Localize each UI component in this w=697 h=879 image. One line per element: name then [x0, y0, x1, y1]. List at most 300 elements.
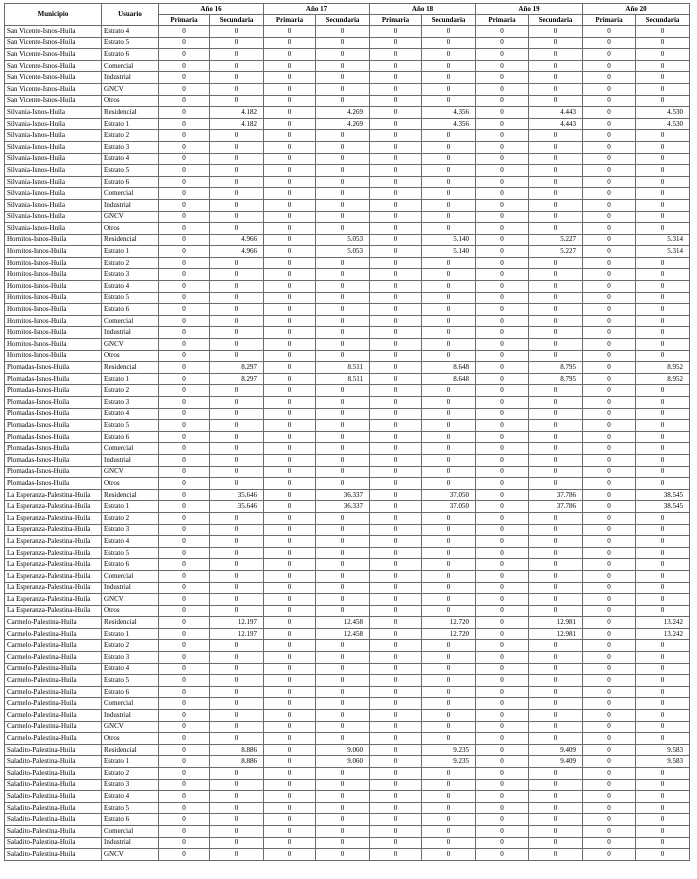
- primaria-18-cell: 0: [370, 130, 422, 142]
- primaria-18-cell: 0: [370, 141, 422, 153]
- primaria-19-cell: 0: [476, 756, 529, 768]
- header-secundaria: Secundaria: [422, 15, 476, 26]
- secundaria-17-cell: 0: [316, 802, 370, 814]
- municipio-cell: Plomadas-Isnos-Huila: [5, 362, 102, 374]
- primaria-17-cell: 0: [264, 489, 316, 501]
- secundaria-18-cell: 0: [422, 837, 476, 849]
- primaria-19-cell: 0: [476, 443, 529, 455]
- primaria-18-cell: 0: [370, 698, 422, 710]
- primaria-19-cell: 0: [476, 107, 529, 119]
- primaria-17-cell: 0: [264, 443, 316, 455]
- primaria-17-cell: 0: [264, 825, 316, 837]
- primaria-17-cell: 0: [264, 315, 316, 327]
- secundaria-16-cell: 0: [210, 582, 264, 594]
- primaria-16-cell: 0: [159, 269, 210, 281]
- primaria-19-cell: 0: [476, 72, 529, 84]
- primaria-16-cell: 0: [159, 837, 210, 849]
- table-row: [5, 594, 690, 606]
- secundaria-20-cell: 0: [636, 49, 690, 61]
- secundaria-17-cell: 4.269: [316, 107, 370, 119]
- secundaria-17-cell: 0: [316, 512, 370, 524]
- secundaria-16-cell: 0: [210, 37, 264, 49]
- table-row: [5, 547, 690, 559]
- municipio-cell: Saladito-Palestina-Huila: [5, 768, 102, 780]
- table-row: [5, 443, 690, 455]
- secundaria-16-cell: 0: [210, 304, 264, 316]
- secundaria-18-cell: 0: [422, 315, 476, 327]
- primaria-16-cell: 0: [159, 165, 210, 177]
- secundaria-16-cell: 0: [210, 165, 264, 177]
- secundaria-20-cell: 0: [636, 339, 690, 351]
- secundaria-17-cell: 8.511: [316, 373, 370, 385]
- secundaria-20-cell: 0: [636, 72, 690, 84]
- secundaria-17-cell: 5.053: [316, 246, 370, 258]
- usuario-cell: Industrial: [102, 454, 159, 466]
- secundaria-16-cell: 0: [210, 594, 264, 606]
- secundaria-19-cell: 0: [529, 802, 583, 814]
- secundaria-19-cell: 0: [529, 37, 583, 49]
- table-row: [5, 570, 690, 582]
- secundaria-19-cell: 0: [529, 640, 583, 652]
- primaria-17-cell: 0: [264, 234, 316, 246]
- secundaria-16-cell: 0: [210, 536, 264, 548]
- table-row: [5, 501, 690, 513]
- usuario-cell: Estrato 1: [102, 246, 159, 258]
- primaria-20-cell: 0: [583, 281, 636, 293]
- secundaria-20-cell: 0: [636, 176, 690, 188]
- primaria-20-cell: 0: [583, 304, 636, 316]
- primaria-19-cell: 0: [476, 675, 529, 687]
- usuario-cell: Residencial: [102, 744, 159, 756]
- secundaria-20-cell: 0: [636, 408, 690, 420]
- table-row: [5, 176, 690, 188]
- usuario-cell: Industrial: [102, 327, 159, 339]
- primaria-20-cell: 0: [583, 478, 636, 490]
- secundaria-17-cell: 0: [316, 153, 370, 165]
- secundaria-16-cell: 0: [210, 408, 264, 420]
- table-row: [5, 327, 690, 339]
- primaria-17-cell: 0: [264, 744, 316, 756]
- secundaria-19-cell: 5.227: [529, 234, 583, 246]
- primaria-19-cell: 0: [476, 698, 529, 710]
- secundaria-17-cell: 0: [316, 26, 370, 38]
- primaria-19-cell: 0: [476, 304, 529, 316]
- primaria-16-cell: 0: [159, 744, 210, 756]
- secundaria-18-cell: 0: [422, 663, 476, 675]
- secundaria-17-cell: 0: [316, 443, 370, 455]
- primaria-17-cell: 0: [264, 710, 316, 722]
- secundaria-20-cell: 0: [636, 570, 690, 582]
- secundaria-17-cell: 0: [316, 223, 370, 235]
- primaria-16-cell: 0: [159, 26, 210, 38]
- secundaria-20-cell: 0: [636, 582, 690, 594]
- primaria-18-cell: 0: [370, 779, 422, 791]
- secundaria-18-cell: 0: [422, 153, 476, 165]
- primaria-16-cell: 0: [159, 617, 210, 629]
- primaria-19-cell: 0: [476, 60, 529, 72]
- municipio-cell: Hornitos-Isnos-Huila: [5, 269, 102, 281]
- primaria-16-cell: 0: [159, 350, 210, 362]
- header-usuario: Usuario: [102, 4, 159, 26]
- primaria-19-cell: 0: [476, 605, 529, 617]
- primaria-16-cell: 0: [159, 223, 210, 235]
- usuario-cell: Estrato 2: [102, 640, 159, 652]
- primaria-18-cell: 0: [370, 559, 422, 571]
- secundaria-18-cell: 0: [422, 95, 476, 107]
- secundaria-19-cell: 0: [529, 188, 583, 200]
- header-primaria: Primaria: [264, 15, 316, 26]
- usuario-cell: GNCV: [102, 83, 159, 95]
- municipio-cell: Silvania-Isnos-Huila: [5, 199, 102, 211]
- municipio-cell: La Esperanza-Palestina-Huila: [5, 582, 102, 594]
- secundaria-20-cell: 0: [636, 849, 690, 861]
- primaria-20-cell: 0: [583, 211, 636, 223]
- primaria-17-cell: 0: [264, 37, 316, 49]
- secundaria-17-cell: 0: [316, 675, 370, 687]
- secundaria-20-cell: 0: [636, 594, 690, 606]
- primaria-20-cell: 0: [583, 60, 636, 72]
- primaria-18-cell: 0: [370, 373, 422, 385]
- secundaria-17-cell: 0: [316, 524, 370, 536]
- municipio-cell: Silvania-Isnos-Huila: [5, 130, 102, 142]
- usuario-cell: Estrato 1: [102, 756, 159, 768]
- usuario-cell: Comercial: [102, 825, 159, 837]
- secundaria-19-cell: 0: [529, 431, 583, 443]
- secundaria-19-cell: 37.786: [529, 501, 583, 513]
- usuario-cell: GNCV: [102, 849, 159, 861]
- primaria-19-cell: 0: [476, 315, 529, 327]
- secundaria-16-cell: 35.646: [210, 489, 264, 501]
- municipio-cell: Plomadas-Isnos-Huila: [5, 478, 102, 490]
- primaria-19-cell: 0: [476, 83, 529, 95]
- primaria-16-cell: 0: [159, 768, 210, 780]
- primaria-20-cell: 0: [583, 663, 636, 675]
- secundaria-19-cell: 0: [529, 686, 583, 698]
- primaria-20-cell: 0: [583, 443, 636, 455]
- header-secundaria: Secundaria: [636, 15, 690, 26]
- secundaria-18-cell: 0: [422, 454, 476, 466]
- primaria-18-cell: 0: [370, 292, 422, 304]
- secundaria-20-cell: 5.314: [636, 234, 690, 246]
- primaria-18-cell: 0: [370, 594, 422, 606]
- primaria-16-cell: 0: [159, 536, 210, 548]
- secundaria-20-cell: 0: [636, 454, 690, 466]
- usuario-cell: Estrato 3: [102, 141, 159, 153]
- primaria-16-cell: 0: [159, 605, 210, 617]
- primaria-16-cell: 0: [159, 594, 210, 606]
- table-row: [5, 292, 690, 304]
- secundaria-17-cell: 0: [316, 292, 370, 304]
- primaria-16-cell: 0: [159, 153, 210, 165]
- primaria-20-cell: 0: [583, 559, 636, 571]
- municipio-cell: Silvania-Isnos-Huila: [5, 107, 102, 119]
- primaria-16-cell: 0: [159, 478, 210, 490]
- municipio-cell: La Esperanza-Palestina-Huila: [5, 512, 102, 524]
- secundaria-16-cell: 0: [210, 26, 264, 38]
- usuario-cell: Residencial: [102, 617, 159, 629]
- primaria-19-cell: 0: [476, 165, 529, 177]
- primaria-20-cell: 0: [583, 825, 636, 837]
- usuario-cell: Comercial: [102, 188, 159, 200]
- secundaria-17-cell: 0: [316, 72, 370, 84]
- secundaria-16-cell: 0: [210, 211, 264, 223]
- secundaria-20-cell: 0: [636, 165, 690, 177]
- secundaria-16-cell: 0: [210, 95, 264, 107]
- primaria-17-cell: 0: [264, 582, 316, 594]
- primaria-16-cell: 0: [159, 408, 210, 420]
- table-row: [5, 791, 690, 803]
- primaria-17-cell: 0: [264, 130, 316, 142]
- primaria-16-cell: 0: [159, 211, 210, 223]
- primaria-16-cell: 0: [159, 570, 210, 582]
- primaria-17-cell: 0: [264, 176, 316, 188]
- secundaria-18-cell: 0: [422, 165, 476, 177]
- usuario-cell: GNCV: [102, 721, 159, 733]
- primaria-16-cell: 0: [159, 176, 210, 188]
- primaria-17-cell: 0: [264, 362, 316, 374]
- primaria-18-cell: 0: [370, 710, 422, 722]
- primaria-18-cell: 0: [370, 744, 422, 756]
- secundaria-19-cell: 0: [529, 512, 583, 524]
- primaria-17-cell: 0: [264, 663, 316, 675]
- municipio-cell: Saladito-Palestina-Huila: [5, 837, 102, 849]
- usuario-cell: Estrato 6: [102, 176, 159, 188]
- primaria-18-cell: 0: [370, 536, 422, 548]
- primaria-17-cell: 0: [264, 814, 316, 826]
- table-row: [5, 107, 690, 119]
- table-row: [5, 315, 690, 327]
- secundaria-17-cell: 0: [316, 315, 370, 327]
- usuario-cell: Estrato 3: [102, 652, 159, 664]
- table-row: [5, 408, 690, 420]
- usuario-cell: Industrial: [102, 710, 159, 722]
- primaria-16-cell: 0: [159, 582, 210, 594]
- secundaria-20-cell: 0: [636, 779, 690, 791]
- primaria-19-cell: 0: [476, 466, 529, 478]
- table-row: [5, 72, 690, 84]
- secundaria-16-cell: 0: [210, 420, 264, 432]
- primaria-16-cell: 0: [159, 339, 210, 351]
- primaria-16-cell: 0: [159, 756, 210, 768]
- primaria-19-cell: 0: [476, 292, 529, 304]
- secundaria-20-cell: 0: [636, 188, 690, 200]
- primaria-18-cell: 0: [370, 443, 422, 455]
- secundaria-18-cell: 0: [422, 675, 476, 687]
- municipio-cell: La Esperanza-Palestina-Huila: [5, 605, 102, 617]
- table-row: [5, 663, 690, 675]
- secundaria-20-cell: 0: [636, 721, 690, 733]
- secundaria-16-cell: 0: [210, 605, 264, 617]
- primaria-19-cell: 0: [476, 570, 529, 582]
- secundaria-20-cell: 0: [636, 431, 690, 443]
- municipio-cell: La Esperanza-Palestina-Huila: [5, 594, 102, 606]
- secundaria-18-cell: 0: [422, 304, 476, 316]
- primaria-18-cell: 0: [370, 304, 422, 316]
- secundaria-18-cell: 0: [422, 130, 476, 142]
- primaria-20-cell: 0: [583, 536, 636, 548]
- primaria-16-cell: 0: [159, 698, 210, 710]
- primaria-18-cell: 0: [370, 234, 422, 246]
- primaria-16-cell: 0: [159, 443, 210, 455]
- secundaria-18-cell: 0: [422, 478, 476, 490]
- secundaria-18-cell: 0: [422, 779, 476, 791]
- usuario-cell: Estrato 5: [102, 420, 159, 432]
- secundaria-16-cell: 0: [210, 385, 264, 397]
- secundaria-16-cell: 0: [210, 454, 264, 466]
- primaria-20-cell: 0: [583, 37, 636, 49]
- usuario-cell: Estrato 3: [102, 524, 159, 536]
- primaria-17-cell: 0: [264, 269, 316, 281]
- primaria-20-cell: 0: [583, 547, 636, 559]
- secundaria-17-cell: 0: [316, 686, 370, 698]
- municipio-cell: Silvania-Isnos-Huila: [5, 165, 102, 177]
- primaria-16-cell: 0: [159, 431, 210, 443]
- usuario-cell: Estrato 4: [102, 408, 159, 420]
- usuario-cell: Estrato 5: [102, 292, 159, 304]
- usuario-cell: Estrato 1: [102, 373, 159, 385]
- secundaria-20-cell: 0: [636, 350, 690, 362]
- primaria-20-cell: 0: [583, 466, 636, 478]
- usuario-cell: Estrato 6: [102, 559, 159, 571]
- secundaria-18-cell: 0: [422, 524, 476, 536]
- secundaria-17-cell: 0: [316, 281, 370, 293]
- header-year-18: Año 18: [370, 4, 476, 15]
- secundaria-16-cell: 0: [210, 199, 264, 211]
- secundaria-18-cell: 0: [422, 431, 476, 443]
- primaria-20-cell: 0: [583, 814, 636, 826]
- usuario-cell: Estrato 1: [102, 628, 159, 640]
- primaria-17-cell: 0: [264, 791, 316, 803]
- primaria-19-cell: 0: [476, 524, 529, 536]
- primaria-18-cell: 0: [370, 118, 422, 130]
- primaria-19-cell: 0: [476, 327, 529, 339]
- secundaria-19-cell: 0: [529, 339, 583, 351]
- secundaria-16-cell: 4.182: [210, 107, 264, 119]
- primaria-16-cell: 0: [159, 362, 210, 374]
- table-row: [5, 768, 690, 780]
- primaria-18-cell: 0: [370, 802, 422, 814]
- table-row: [5, 95, 690, 107]
- primaria-17-cell: 0: [264, 594, 316, 606]
- secundaria-19-cell: 0: [529, 536, 583, 548]
- primaria-17-cell: 0: [264, 165, 316, 177]
- primaria-19-cell: 0: [476, 710, 529, 722]
- primaria-17-cell: 0: [264, 246, 316, 258]
- primaria-16-cell: 0: [159, 640, 210, 652]
- secundaria-17-cell: 4.269: [316, 118, 370, 130]
- secundaria-20-cell: 0: [636, 211, 690, 223]
- primaria-20-cell: 0: [583, 594, 636, 606]
- primaria-17-cell: 0: [264, 501, 316, 513]
- secundaria-19-cell: 0: [529, 397, 583, 409]
- secundaria-20-cell: 0: [636, 315, 690, 327]
- usuario-cell: Comercial: [102, 315, 159, 327]
- secundaria-20-cell: 38.545: [636, 489, 690, 501]
- municipio-cell: Saladito-Palestina-Huila: [5, 791, 102, 803]
- primaria-17-cell: 0: [264, 779, 316, 791]
- secundaria-16-cell: 0: [210, 837, 264, 849]
- primaria-16-cell: 0: [159, 420, 210, 432]
- secundaria-19-cell: 37.786: [529, 489, 583, 501]
- primaria-20-cell: 0: [583, 779, 636, 791]
- secundaria-18-cell: 0: [422, 397, 476, 409]
- primaria-18-cell: 0: [370, 489, 422, 501]
- secundaria-19-cell: 8.795: [529, 373, 583, 385]
- secundaria-18-cell: 0: [422, 825, 476, 837]
- usuario-cell: Estrato 2: [102, 130, 159, 142]
- primaria-19-cell: 0: [476, 594, 529, 606]
- primaria-19-cell: 0: [476, 246, 529, 258]
- primaria-18-cell: 0: [370, 605, 422, 617]
- secundaria-20-cell: 0: [636, 153, 690, 165]
- secundaria-20-cell: 0: [636, 443, 690, 455]
- primaria-16-cell: 0: [159, 304, 210, 316]
- primaria-16-cell: 0: [159, 72, 210, 84]
- secundaria-18-cell: 0: [422, 385, 476, 397]
- municipio-cell: San Vicente-Isnos-Huila: [5, 37, 102, 49]
- secundaria-19-cell: 0: [529, 710, 583, 722]
- primaria-16-cell: 0: [159, 83, 210, 95]
- primaria-17-cell: 0: [264, 304, 316, 316]
- table-row: [5, 234, 690, 246]
- municipio-cell: La Esperanza-Palestina-Huila: [5, 501, 102, 513]
- municipio-cell: Plomadas-Isnos-Huila: [5, 385, 102, 397]
- usuario-cell: Estrato 6: [102, 49, 159, 61]
- primaria-17-cell: 0: [264, 675, 316, 687]
- secundaria-18-cell: 0: [422, 559, 476, 571]
- table-row: [5, 466, 690, 478]
- municipio-cell: Saladito-Palestina-Huila: [5, 779, 102, 791]
- secundaria-16-cell: 0: [210, 570, 264, 582]
- primaria-18-cell: 0: [370, 257, 422, 269]
- primaria-19-cell: 0: [476, 141, 529, 153]
- secundaria-18-cell: 0: [422, 547, 476, 559]
- secundaria-20-cell: 13.242: [636, 617, 690, 629]
- secundaria-18-cell: 0: [422, 640, 476, 652]
- secundaria-19-cell: 0: [529, 791, 583, 803]
- primaria-18-cell: 0: [370, 420, 422, 432]
- table-row: [5, 710, 690, 722]
- secundaria-19-cell: 0: [529, 814, 583, 826]
- secundaria-17-cell: 9.060: [316, 756, 370, 768]
- primaria-20-cell: 0: [583, 362, 636, 374]
- secundaria-18-cell: 0: [422, 60, 476, 72]
- primaria-20-cell: 0: [583, 315, 636, 327]
- secundaria-17-cell: 0: [316, 397, 370, 409]
- primaria-20-cell: 0: [583, 339, 636, 351]
- municipio-cell: Carmelo-Palestina-Huila: [5, 640, 102, 652]
- primaria-20-cell: 0: [583, 269, 636, 281]
- secundaria-16-cell: 0: [210, 397, 264, 409]
- secundaria-18-cell: 0: [422, 466, 476, 478]
- municipio-cell: Carmelo-Palestina-Huila: [5, 698, 102, 710]
- primaria-16-cell: 0: [159, 292, 210, 304]
- usuario-cell: Otros: [102, 605, 159, 617]
- secundaria-17-cell: 0: [316, 327, 370, 339]
- municipio-cell: Silvania-Isnos-Huila: [5, 118, 102, 130]
- secundaria-20-cell: 0: [636, 269, 690, 281]
- primaria-18-cell: 0: [370, 315, 422, 327]
- secundaria-20-cell: 0: [636, 304, 690, 316]
- primaria-20-cell: 0: [583, 710, 636, 722]
- secundaria-18-cell: 8.648: [422, 362, 476, 374]
- secundaria-17-cell: 0: [316, 141, 370, 153]
- secundaria-18-cell: 0: [422, 211, 476, 223]
- secundaria-18-cell: 0: [422, 582, 476, 594]
- secundaria-19-cell: 0: [529, 420, 583, 432]
- secundaria-17-cell: 0: [316, 559, 370, 571]
- table-row: [5, 49, 690, 61]
